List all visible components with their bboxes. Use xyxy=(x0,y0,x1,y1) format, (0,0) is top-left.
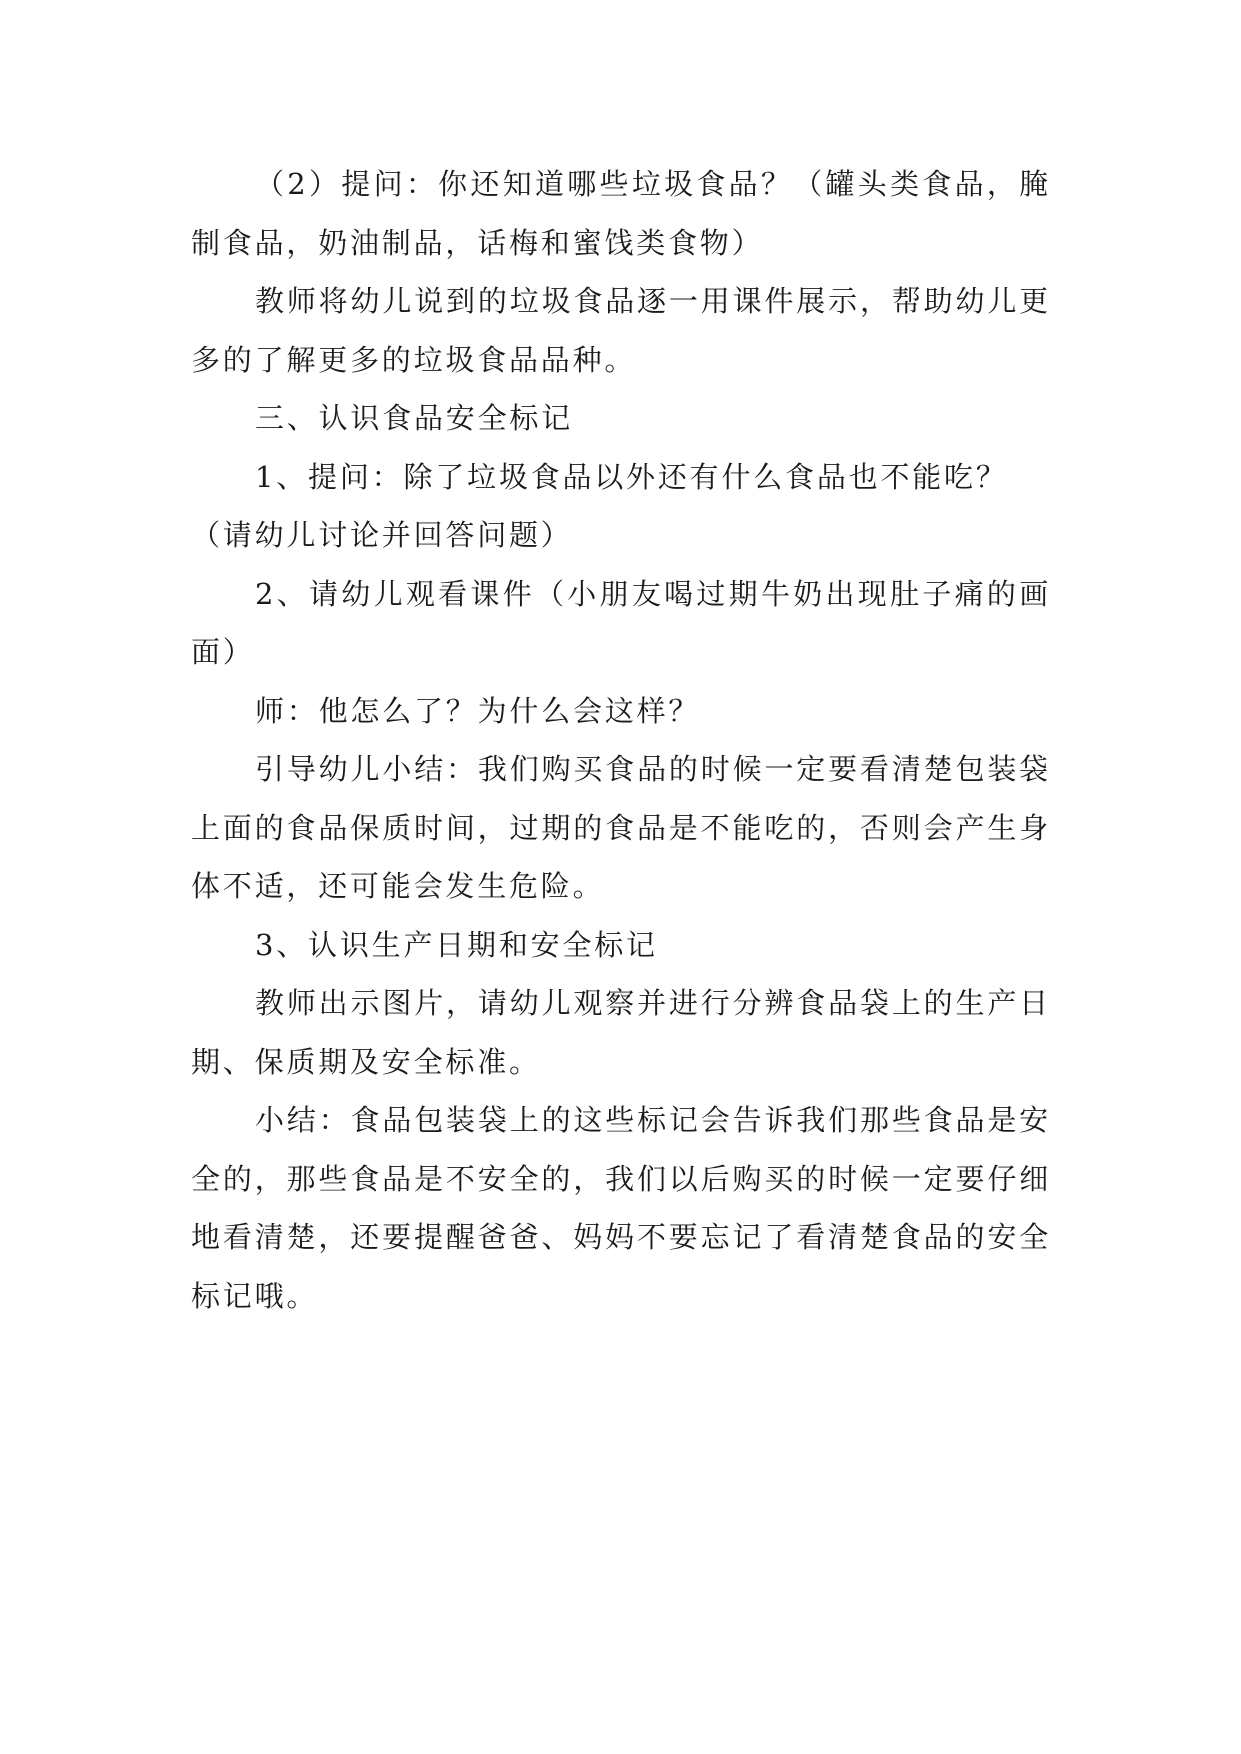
paragraph-final-summary: 小结：食品包装袋上的这些标记会告诉我们那些食品是安全的，那些食品是不安全的，我们以后购买的时候一定要仔细地看清楚，还要提醒爸爸、妈妈不要忘记了看清楚食品的安全标记哦。 xyxy=(191,1103,1051,1313)
paragraph-teacher-display: 教师将幼儿说到的垃圾食品逐一用课件展示，帮助幼儿更多的了解更多的垃圾食品品种。 xyxy=(191,284,1051,377)
paragraph-watch-courseware: 2、请幼儿观看课件（小朋友喝过期牛奶出现肚子痛的画面） xyxy=(191,576,1051,669)
paragraph-guided-summary: 引导幼儿小结：我们购买食品的时候一定要看清楚包装袋上面的食品保质时间，过期的食品是不能吃的，否则会产生身体不适，还可能会发生危险。 xyxy=(191,752,1051,903)
paragraph-question-other-food: 1、提问：除了垃圾食品以外还有什么食品也不能吃？ xyxy=(255,459,1008,494)
paragraph-show-pictures: 教师出示图片，请幼儿观察并进行分辨食品袋上的生产日期、保质期及安全标准。 xyxy=(191,986,1051,1079)
document-body xyxy=(191,155,1051,1325)
paragraph-discussion-note: （请幼儿讨论并回答问题） xyxy=(191,518,573,552)
section-heading-safety-marks: 三、认识食品安全标记 xyxy=(255,401,574,435)
paragraph-production-date: 3、认识生产日期和安全标记 xyxy=(255,927,658,962)
paragraph-teacher-question: 师：他怎么了？为什么会这样？ xyxy=(255,693,701,728)
paragraph-question-junk-food: （2）提问：你还知道哪些垃圾食品？（罐头类食品，腌制食品，奶油制品，话梅和蜜饯类食物） xyxy=(191,167,1051,260)
